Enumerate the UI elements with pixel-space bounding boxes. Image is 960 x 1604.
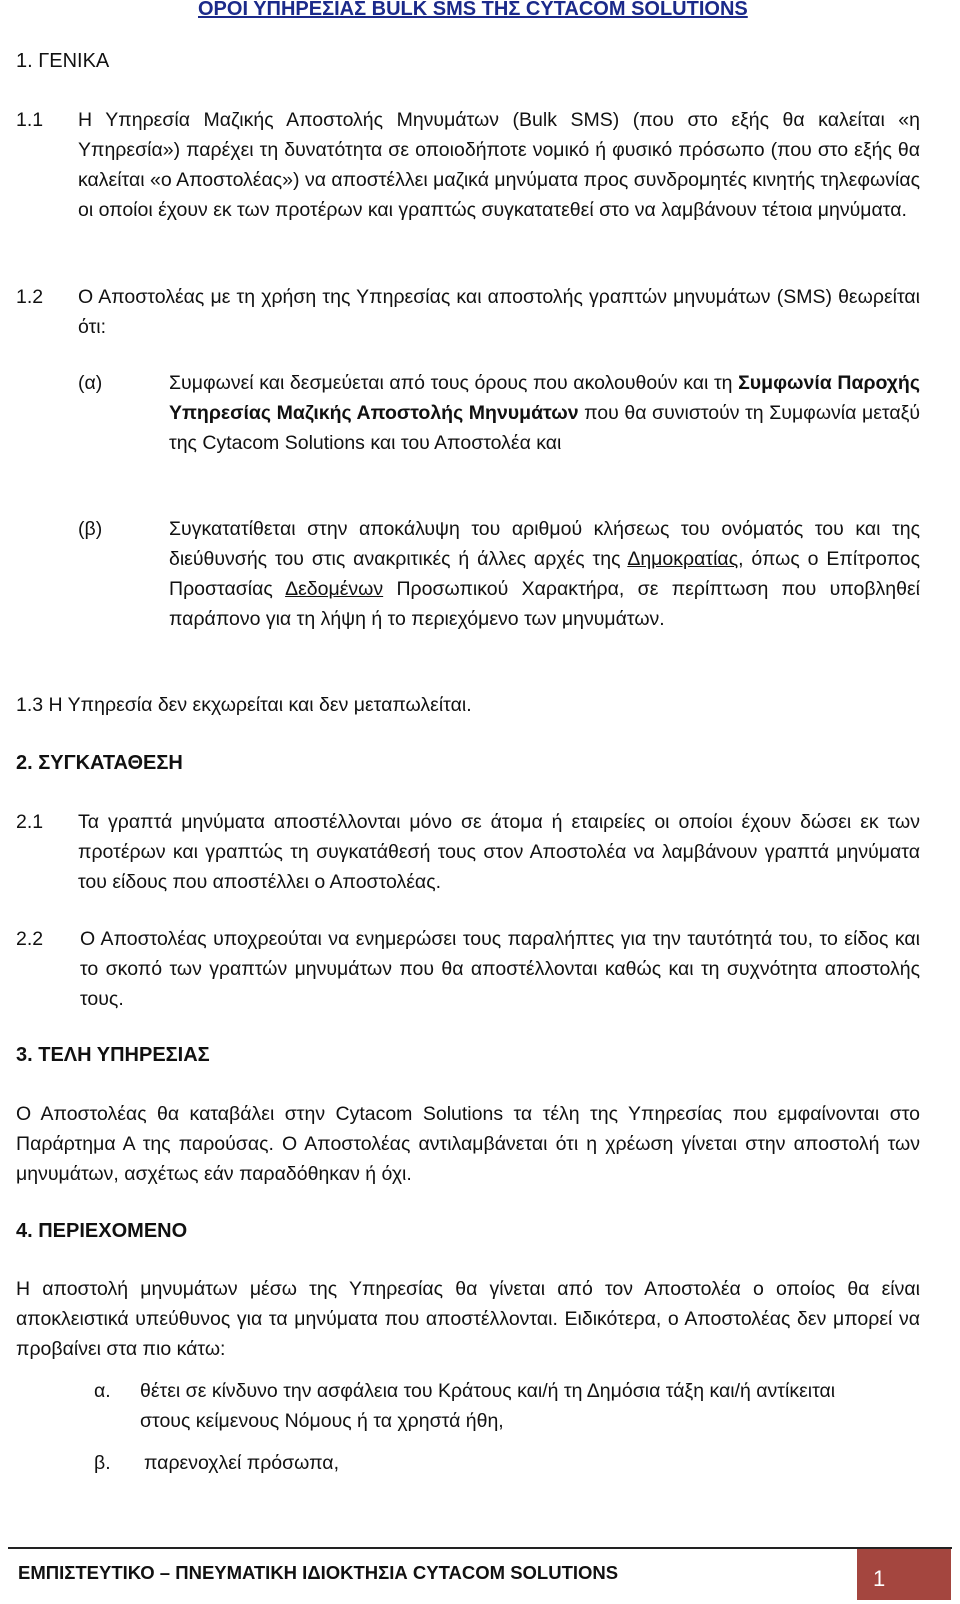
item-b-label: (β) [78, 518, 103, 540]
paragraph-1-2-text: Ο Αποστολέας με τη χρήση της Υπηρεσίας και αποστολής γραπτών μηνυμάτων (SMS) θεωρείται ότι: [78, 286, 920, 338]
document-title: ΟΡΟΙ ΥΠΗΡΕΣΙΑΣ BULK SMS ΤΗΣ CYTACOM SOLUTIONS [198, 0, 748, 20]
item-b-text-middle: , όπως ο Επίτροπος Προστασίας [169, 548, 921, 600]
page-number: 1 [873, 1566, 886, 1591]
section-4-text: Η αποστολή μηνυμάτων μέσω της Υπηρεσίας θα γίνεται από τον Αποστολέα ο οποίος θα είναι αποκλειστικά υπεύθυνος για τα μηνύματα που αποστέλλονται. Ειδικότερα, ο Αποστολέας δεν μπορεί να προβαίνει στα πιο κάτω: [16, 1278, 920, 1360]
item-a-label: (α) [78, 372, 103, 394]
item-a-text-before: Συμφωνεί και δεσμεύεται από τους όρους που ακολουθούν και τη [169, 372, 739, 394]
paragraph-2-2-number: 2.2 [16, 928, 44, 950]
paragraph-1-2-number: 1.2 [16, 286, 44, 308]
item-a-text [169, 368, 920, 458]
item-b-text [169, 514, 920, 634]
item-b-text-before: Συγκατατίθεται στην αποκάλυψη του αριθμού κλήσεως του ονόματός του και της διεύθυνσής του στις ανακριτικές ή άλλες αρχές της [169, 518, 920, 570]
section-4-item-b-label: β. [94, 1452, 111, 1474]
section-3-text: Ο Αποστολέας θα καταβάλει στην Cytacom Solutions τα τέλη της Υπηρεσίας που εμφαίνονται στο Παράρτημα Α της παρούσας. Ο Αποστολέας αντιλαμβάνεται ότι η χρέωση γίνεται στην αποστολή των μηνυμάτων, ασχέτως εάν παραδόθηκαν ή όχι. [16, 1103, 920, 1185]
footer-divider [8, 1547, 952, 1549]
page-number-box [857, 1549, 951, 1600]
paragraph-2-1-text: Τα γραπτά μηνύματα αποστέλλονται μόνο σε άτομα ή εταιρείες οι οποίοι έχουν δώσει εκ των προτέρων και γραπτώς τη συγκατάθεσή τους στον Αποστολέα να λαμβάνουν γραπτά μηνύματα του είδους που αποστέλλει ο Αποστολέας. [78, 811, 920, 893]
section-4-heading: 4. ΠΕΡΙΕΧΟΜΕΝΟ [16, 1220, 188, 1242]
section-2-heading: 2. ΣΥΓΚΑΤΑΘΕΣΗ [16, 752, 183, 774]
section-4-item-a-text: θέτει σε κίνδυνο την ασφάλεια του Κράτους και/ή τη Δημόσια τάξη και/ή αντίκειται στους κείμενους Νόμους ή τα χρηστά ήθη, [140, 1380, 836, 1432]
paragraph-1-1-text: Η Υπηρεσία Μαζικής Αποστολής Μηνυμάτων (Bulk SMS) (που στο εξής θα καλείται «η Υπηρεσία») παρέχει τη δυνατότητα σε οποιοδήποτε νομικό ή φυσικό πρόσωπο (που στο εξής θα καλείται «ο Αποστολέας») να αποστέλλει μαζικά μηνύματα προς συνδρομητές κινητής τηλεφωνίας οι οποίοι έχουν εκ των προτέρων και γραπτώς συγκατατεθεί στο να λαμβάνουν τέτοια μηνύματα. [78, 109, 920, 221]
section-4-item-b-text: παρενοχλεί πρόσωπα, [144, 1452, 339, 1474]
item-b-text-after: Προσωπικού Χαρακτήρα, σε περίπτωση που υποβληθεί παράπονο για τη λήψη ή το περιεχόμενο των μηνυμάτων. [169, 578, 921, 630]
section-4-item-a-label: α. [94, 1380, 111, 1402]
paragraph-1-1-number: 1.1 [16, 109, 44, 131]
item-b-underlined-republic: Δημοκρατίας [627, 548, 739, 570]
item-a-text-after: που θα συνιστούν τη Συμφωνία μεταξύ της Cytacom Solutions και του Αποστολέα και [169, 402, 920, 454]
section-3-heading: 3. ΤΕΛΗ ΥΠΗΡΕΣΙΑΣ [16, 1044, 210, 1066]
item-a-agreement-name: Συμφωνία Παροχής Υπηρεσίας Μαζικής Αποστολής Μηνυμάτων [169, 372, 920, 424]
item-b-underlined-data: Δεδομένων [285, 578, 384, 600]
paragraph-1-3: 1.3 Η Υπηρεσία δεν εκχωρείται και δεν μεταπωλείται. [16, 694, 472, 716]
paragraph-2-1-number: 2.1 [16, 811, 44, 833]
footer-text: ΕΜΠΙΣΤΕΥΤΙΚΟ – ΠΝΕΥΜΑΤΙΚΗ ΙΔΙΟΚΤΗΣΙΑ CYTACOM SOLUTIONS [18, 1562, 619, 1583]
section-1-heading: 1. ΓΕΝΙΚΑ [16, 50, 110, 72]
paragraph-2-2-text: Ο Αποστολέας υποχρεούται να ενημερώσει τους παραλήπτες για την ταυτότητά του, το είδος και το σκοπό των γραπτών μηνυμάτων που θα αποστέλλονται καθώς και τη συχνότητα αποστολής τους. [80, 928, 920, 1010]
